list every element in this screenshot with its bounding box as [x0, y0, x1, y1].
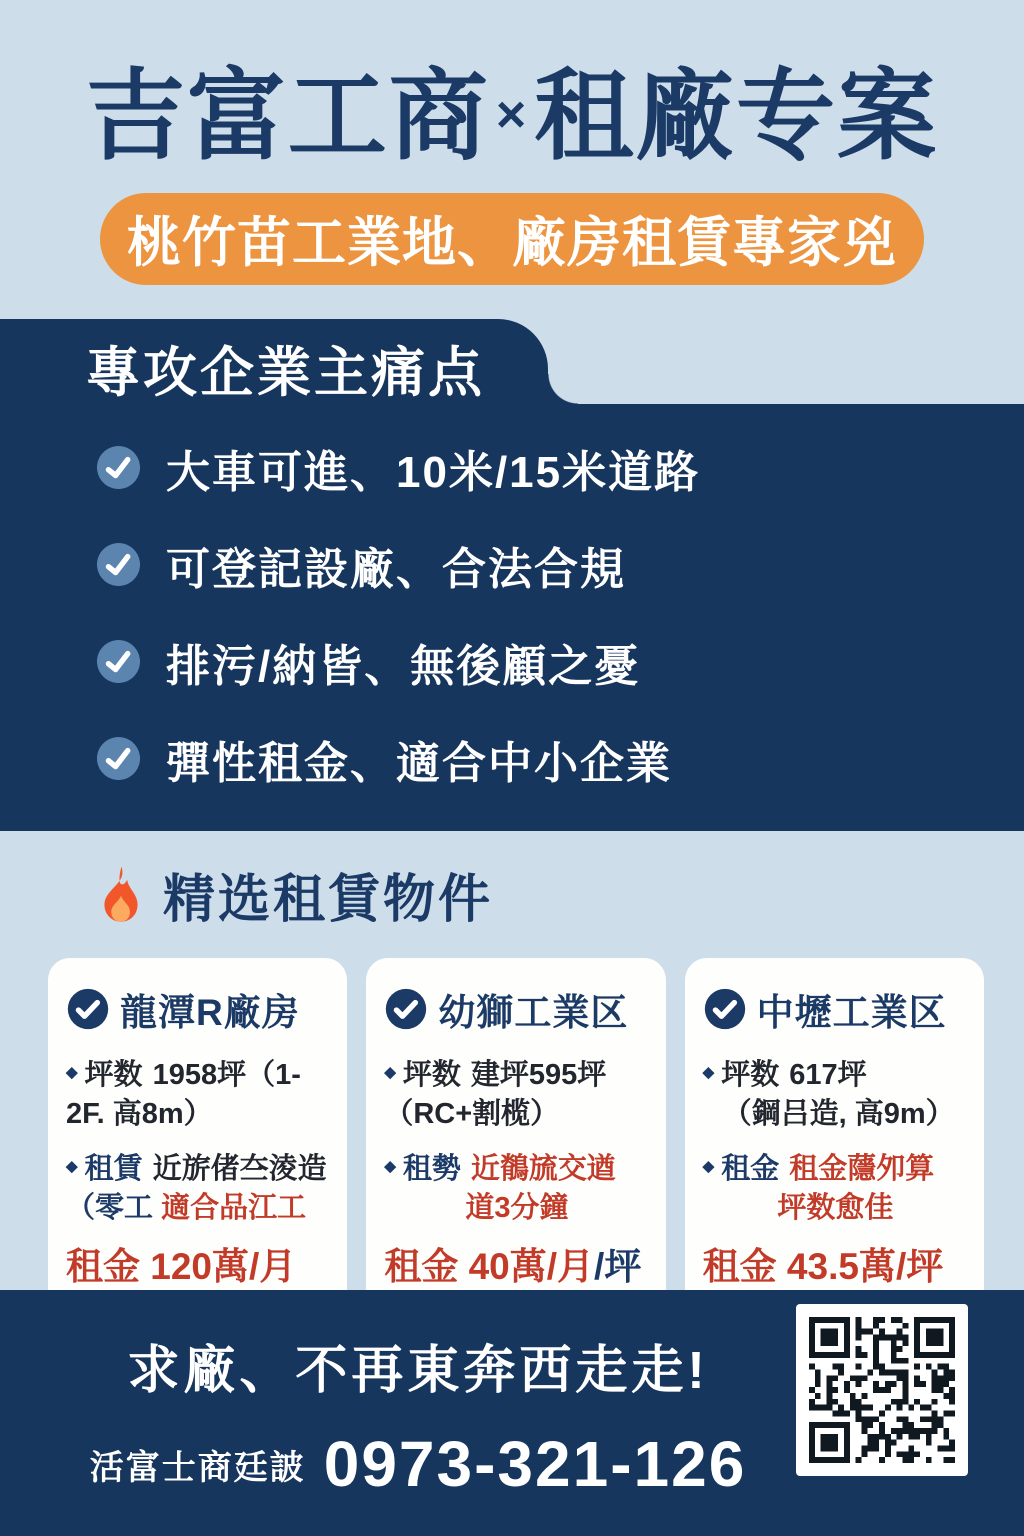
- rent-line: [66, 1150, 331, 1228]
- list-item: [95, 436, 984, 500]
- pain-item-text: 可登記設廠、合法合規: [166, 544, 626, 594]
- page-title: [0, 62, 1024, 171]
- diamond-bullet-icon: ◆: [66, 1063, 78, 1081]
- check-circle-icon: [93, 636, 145, 688]
- listings-section-title: 精选租賃物件: [163, 870, 494, 929]
- diamond-bullet-icon: ◆: [384, 1063, 396, 1081]
- times-symbol: ×: [495, 86, 529, 144]
- list-item: [95, 630, 984, 694]
- subtitle-banner-text: 桃竹苗工業地、廠房租賃專家兇: [127, 213, 897, 274]
- card-title: 中壢工業区: [756, 991, 947, 1033]
- poster-header: [0, 0, 1024, 285]
- spec-value: 1958坪（1-2F. 高8m）: [66, 1058, 301, 1131]
- diamond-bullet-icon: ◆: [66, 1158, 78, 1176]
- spec-line: [703, 1056, 968, 1134]
- contact-label: 活富士商廷詖: [89, 1448, 306, 1487]
- pain-item-text: 大車可進、10米/15米道路: [166, 447, 701, 497]
- footer-contact-row: [40, 1427, 796, 1501]
- diamond-bullet-icon: ◆: [702, 1063, 715, 1081]
- rent-text: 近旂偖夳淩造: [152, 1153, 327, 1186]
- spec-value: 建坪595坪（RC+割榄）: [384, 1058, 607, 1131]
- card-title: 龍潭R廠房: [120, 991, 300, 1033]
- rent-highlight: 租金蘟夘算: [789, 1153, 935, 1186]
- footer-headline: 求廠、不再東奔西走走!: [127, 1342, 709, 1400]
- price-unit: /坪: [594, 1246, 642, 1288]
- check-circle-icon: [703, 987, 747, 1031]
- pain-points-tab: [0, 319, 548, 404]
- pain-points-title: 專攻企業主痛点: [86, 342, 485, 403]
- qr-code: [796, 1304, 968, 1476]
- card-header: [384, 982, 649, 1036]
- rent-highlight-2: 道3分鐘: [465, 1192, 569, 1225]
- flame-icon: [95, 865, 147, 923]
- spec-value: 617坪: [789, 1058, 867, 1091]
- rent-highlight-2: 坪数愈佳: [777, 1192, 894, 1225]
- price-main: 租金 40萬/月: [384, 1246, 595, 1288]
- spec-line: [384, 1056, 649, 1134]
- pain-item-text: 彈性租金、適合中小企業: [166, 738, 672, 788]
- pain-points-section: [0, 319, 1024, 831]
- card-title: 幼獅工業区: [438, 991, 629, 1033]
- price-main: 租金 120萬/月: [66, 1246, 297, 1288]
- list-item: [95, 533, 984, 597]
- title-left: 吉富工商: [85, 60, 490, 171]
- phone-number: 0973-321-126: [323, 1428, 747, 1500]
- rent-highlight: 近鶺旈交遒: [470, 1153, 616, 1186]
- tab-fillet-shape: [548, 374, 578, 404]
- rent-label: 租賃: [84, 1153, 143, 1186]
- price-main: 租金 43.5萬/坪: [702, 1246, 944, 1288]
- rent-label: 租勢: [402, 1153, 461, 1186]
- rent-line: [384, 1150, 649, 1228]
- spec-label: 坪数: [402, 1058, 461, 1091]
- spec-label: 坪数: [84, 1058, 143, 1091]
- card-header: [703, 982, 968, 1036]
- diamond-bullet-icon: ◆: [384, 1158, 396, 1176]
- footer: [0, 1290, 1024, 1536]
- rent-label: 租金: [721, 1153, 780, 1186]
- footer-text-block: [40, 1304, 796, 1501]
- check-circle-icon: [93, 733, 145, 785]
- pain-points-list: [0, 404, 1024, 831]
- rent-paren: （零工: [66, 1192, 162, 1225]
- pain-item-text: 排污/納皆、無後顧之憂: [166, 641, 641, 691]
- rent-highlight: 適合品江工: [161, 1192, 307, 1225]
- check-circle-icon: [93, 442, 145, 494]
- title-right: 租廠专案: [534, 60, 939, 171]
- check-circle-icon: [66, 987, 110, 1031]
- diamond-bullet-icon: ◆: [702, 1158, 715, 1176]
- listings-section-header: [95, 857, 1024, 932]
- list-item: [95, 727, 984, 791]
- check-circle-icon: [384, 987, 428, 1031]
- spec-line: [66, 1056, 331, 1134]
- spec-label: 坪数: [721, 1058, 780, 1091]
- subtitle-banner: [100, 193, 924, 285]
- check-circle-icon: [93, 539, 145, 591]
- spec-value-2: （鋼吕造, 高9m）: [722, 1098, 955, 1131]
- rent-line: [703, 1150, 968, 1228]
- card-header: [66, 982, 331, 1036]
